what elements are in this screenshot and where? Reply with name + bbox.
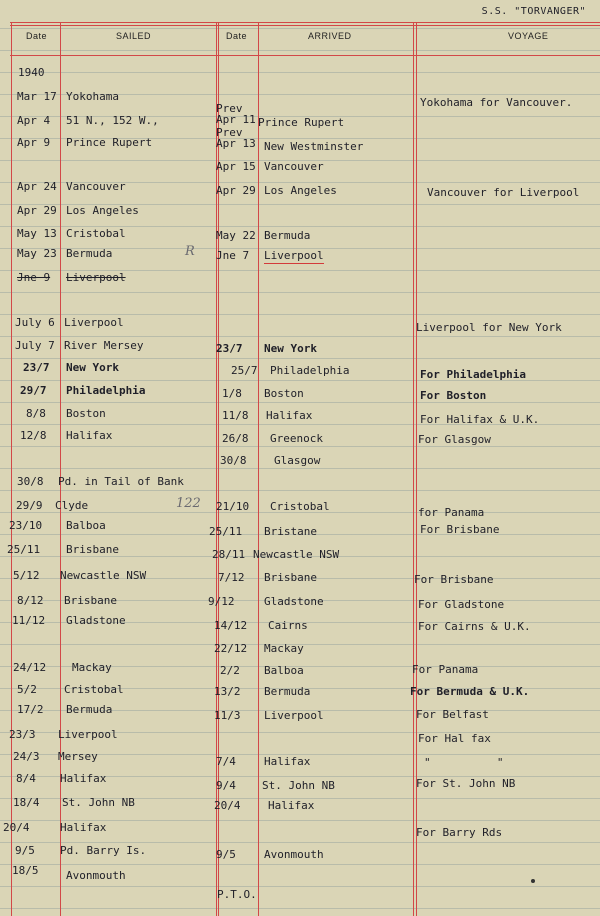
sailed-place-struck: Liverpool [66,271,126,284]
arrived-place-underlined: Liverpool [264,249,324,262]
header-date-arrived: Date [226,31,248,41]
arrived-place: Halifax [268,799,315,812]
sailed-date: 12/8 [20,429,47,442]
sailed-date: 24/3 [13,750,40,763]
arrived-date: 9/12 [208,595,235,608]
sailed-place: River Mersey [64,339,144,352]
arrived-date: 7/4 [216,755,236,768]
sailed-place: Mackay [72,661,112,674]
arrived-date: 13/2 [214,685,241,698]
sailed-place: Boston [66,407,106,420]
voyage-note: Vancouver for Liverpool [427,186,580,199]
sailed-place: Avonmouth [66,869,126,882]
arrived-place: Glasgow [274,454,321,467]
sailed-date: 11/12 [12,614,46,627]
sailed-date: July 7 [15,339,55,352]
arrived-place: Bristane [264,525,317,538]
sailed-place: Mersey [58,750,98,763]
sailed-date: 23/3 [9,728,36,741]
arrived-date: 22/12 [214,642,248,655]
sailed-date: 23/7 [23,361,50,374]
arrived-date: Prev Apr 11 [216,102,256,126]
voyage-note: For Bermuda & U.K. [410,685,530,698]
sailed-place: Halifax [60,821,107,834]
arrived-place: New Westminster [264,140,364,153]
header-arrived: ARRIVED [308,31,352,41]
header-rule [10,22,600,23]
arrived-date: Prev Apr 13 [216,126,256,150]
header-date-sailed: Date [26,31,48,41]
arrived-date: Apr 29 [216,184,256,197]
sailed-date: 30/8 [17,475,44,488]
arrived-place: Balboa [264,664,304,677]
arrived-date: 14/12 [214,619,248,632]
arrived-date: 9/4 [216,779,236,792]
arrived-date: 2/2 [220,664,240,677]
voyage-note: For Halifax & U.K. [420,413,540,426]
sailed-place: Liverpool [58,728,118,741]
arrived-place: Mackay [264,642,304,655]
header-rule [10,55,600,56]
sailed-date: 20/4 [3,821,30,834]
sailed-date: 23/10 [9,519,43,532]
sailed-place: Brisbane [66,543,119,556]
sailed-date: 8/8 [26,407,46,420]
sailed-date: 25/11 [7,543,41,556]
sailed-date: 18/4 [13,796,40,809]
arrived-place: Brisbane [264,571,317,584]
arrived-place: Los Angeles [264,184,337,197]
arrived-place: Bermuda [264,229,311,242]
header-sailed: SAILED [116,31,152,41]
arrived-date: Jne 7 [216,249,250,262]
arrived-place: Cairns [268,619,308,632]
voyage-note: For Hal fax [418,732,491,745]
sailed-place: Prince Rupert [66,136,153,149]
sailed-place: Bermuda [66,703,113,716]
sailed-place: Cristobal [64,683,124,696]
voyage-note: For Belfast [416,708,489,721]
arrived-date: 28/11 [212,548,246,561]
column-divider [413,22,414,916]
arrived-place: Bermuda [264,685,311,698]
sailed-place: Brisbane [64,594,117,607]
arrived-place: Gladstone [264,595,324,608]
voyage-note: For Panama [412,663,479,676]
arrived-place: New York [264,342,317,355]
voyage-note: For Barry Rds [416,826,503,839]
arrived-date: 1/8 [222,387,242,400]
sailed-place: Halifax [60,772,107,785]
header-rule [10,25,600,26]
arrived-place: Boston [264,387,304,400]
sailed-place: Pd. Barry Is. [60,844,147,857]
arrived-place: Cristobal [270,500,330,513]
margin-line [11,22,12,916]
pencil-mark: 122 [176,496,201,511]
voyage-note: Yokohama for Vancouver. [420,96,573,109]
sailed-place: St. John NB [62,796,135,809]
sailed-place: Yokohama [66,90,119,103]
arrived-date: 20/4 [214,799,241,812]
arrived-place: Greenock [270,432,323,445]
arrived-place: St. John NB [262,779,335,792]
arrived-date: May 22 [216,229,256,242]
sailed-date: Apr 4 [17,114,51,127]
voyage-note: For Brisbane [420,523,500,536]
sailed-place: Newcastle NSW [60,569,147,582]
arrived-place: Liverpool [264,709,324,722]
sailed-date: May 23 [17,247,57,260]
sailed-date: 17/2 [17,703,44,716]
voyage-note: For Glasgow [418,433,491,446]
sailed-place: Philadelphia [66,384,146,397]
sailed-place: Bermuda [66,247,113,260]
arrived-date: 9/5 [216,848,236,861]
ink-dot [531,879,535,883]
sailed-date: July 6 [15,316,55,329]
arrived-date: 23/7 [216,342,243,355]
arrived-date: 25/7 [231,364,258,377]
arrived-date: 11/3 [214,709,241,722]
sailed-place: Halifax [66,429,113,442]
voyage-note: For Brisbane [414,573,494,586]
sailed-date: 24/12 [13,661,47,674]
voyage-note: for Panama [418,506,485,519]
voyage-note: For Philadelphia [420,368,526,381]
arrived-place: Halifax [266,409,313,422]
sailed-date: Apr 9 [17,136,51,149]
header-voyage: VOYAGE [508,31,549,41]
sailed-date: 29/9 [16,499,43,512]
column-divider [258,22,259,916]
arrived-date: 26/8 [222,432,249,445]
arrived-place: Vancouver [264,160,324,173]
arrived-date: 21/10 [216,500,250,513]
sailed-date: Apr 29 [17,204,57,217]
footer-pto: P.T.O. [217,888,257,901]
sailed-place: Liverpool [64,316,124,329]
voyage-note: For Boston [420,389,487,402]
sailed-place: Vancouver [66,180,126,193]
arrived-date: 25/11 [209,525,243,538]
sailed-date: 8/4 [16,772,36,785]
sailed-place: Clyde [55,499,89,512]
voyage-note: For Cairns & U.K. [418,620,531,633]
sailed-date: 8/12 [17,594,44,607]
voyage-note: For St. John NB [416,777,516,790]
year-label: 1940 [18,66,45,79]
arrived-date: 7/12 [218,571,245,584]
ditto-marks: " " [424,756,504,769]
sailed-place: Los Angeles [66,204,139,217]
arrived-place: Philadelphia [270,364,350,377]
voyage-note: For Gladstone [418,598,505,611]
sailed-date: Mar 17 [17,90,57,103]
arrived-date: 30/8 [220,454,247,467]
sailed-date: 5/12 [13,569,40,582]
sailed-date: 29/7 [20,384,47,397]
arrived-date: Apr 15 [216,160,256,173]
sailed-place: New York [66,361,119,374]
arrived-place: Avonmouth [264,848,324,861]
sailed-place: 51 N., 152 W., [66,114,159,127]
sailed-date-struck: Jne 9 [17,271,51,284]
arrived-place: Halifax [264,755,311,768]
arrived-place: Prince Rupert [258,116,345,129]
sailed-date: May 13 [17,227,57,240]
sailed-place: Balboa [66,519,106,532]
sailed-date: 18/5 [12,864,39,877]
arrived-place: Newcastle NSW [253,548,340,561]
sailed-date: Apr 24 [17,180,57,193]
sailed-place: Gladstone [66,614,126,627]
sailed-date: 9/5 [15,844,35,857]
sailed-place: Pd. in Tail of Bank [58,475,184,488]
sailed-date: 5/2 [17,683,37,696]
voyage-note: Liverpool for New York [416,321,562,334]
sailed-place: Cristobal [66,227,126,240]
ship-name: S.S. "TORVANGER" [481,6,586,17]
pencil-mark: R [185,244,195,259]
arrived-date: 11/8 [222,409,249,422]
